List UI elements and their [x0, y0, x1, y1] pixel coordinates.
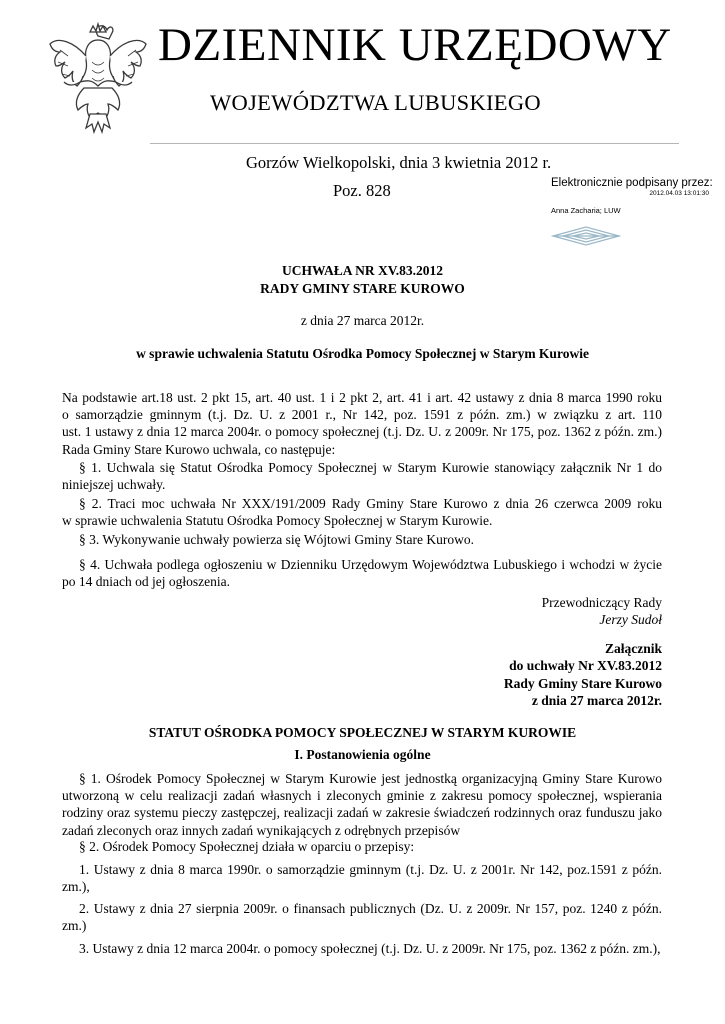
paragraph-4	[62, 556, 662, 590]
text-line: 3. Ustawy z dnia 12 marca 2004r. o pomocy społecznej (t.j. Dz. U. z 2009r. Nr 175, poz. 1362 z późn. zm.),	[79, 941, 661, 956]
paragraph-1	[62, 459, 662, 493]
paragraph-2	[62, 495, 662, 529]
text-line: 2. Ustawy z dnia 27 sierpnia 2009r. o finansach publicznych (Dz. U. z 2009r. Nr 157, poz. 1240 z późn.	[79, 901, 662, 916]
header-divider	[150, 143, 679, 144]
resolution-subject: w sprawie uchwalenia Statutu Ośrodka Pomocy Społecznej w Starym Kurowie	[136, 346, 589, 361]
statute-paragraph-2	[62, 838, 662, 855]
text-line: zadań zleconych oraz innych zadań wynikających z odrębnych przepisów	[62, 822, 461, 838]
paragraph-3	[62, 531, 662, 548]
annex-reference: do uchwały Nr XV.83.2012	[509, 658, 662, 674]
annex-council: Rady Gminy Stare Kurowo	[503, 675, 662, 691]
legal-basis-item-1	[62, 861, 662, 895]
text-line: § 1. Ośrodek Pomocy Społecznej w Starym Kurowie jest jednostką organizacyjną Gminy Stare Kurowo	[79, 771, 662, 786]
text-line: o samorządzie gminnym (t.j. Dz. U. z 2001 r., Nr 142, poz. 1591 z późn. zm.) w związku z art. 110	[62, 407, 662, 423]
text-line: § 1. Uchwala się Statut Ośrodka Pomocy Społecznej w Starym Kurowie stanowiący załącznik Nr 1 do	[79, 460, 662, 475]
chair-title: Przewodniczący Rady	[541, 595, 662, 610]
text-line: § 4. Uchwała podlega ogłoszeniu w Dzienniku Urzędowym Województwa Lubuskiego i wchodzi w życie	[79, 557, 662, 572]
position-number: Poz. 828	[333, 181, 391, 200]
text-line: utworzoną w celu realizacji zadań własnych i zleconych gminie z zakresu pomocy społecznej, wspierania	[62, 788, 662, 804]
resolution-council: RADY GMINY STARE KUROWO	[260, 281, 465, 296]
statute-title: STATUT OŚRODKA POMOCY SPOŁECZNEJ W STARYM KUROWIE	[148, 725, 577, 740]
text-line: § 2. Ośrodek Pomocy Społecznej działa w oparciu o przepisy:	[79, 839, 415, 854]
legal-basis-item-3	[62, 940, 662, 957]
annex-header	[504, 640, 662, 710]
resolution-number: UCHWAŁA NR XV.83.2012	[281, 263, 444, 278]
journal-subtitle: WOJEWÓDZTWA LUBUSKIEGO	[210, 90, 541, 115]
text-line: Rada Gminy Stare Kurowo uchwala, co następuje:	[62, 441, 336, 457]
signature-signer: Anna Zacharia; LUW	[551, 206, 621, 215]
signature-timestamp: 2012.04.03 13:01:30	[649, 190, 709, 197]
text-line: ust. 1 ustawy z dnia 12 marca 2004r. o pomocy społecznej (t.j. Dz. U. z 2009r. Nr 175, poz. 1362 z późn. zm.)	[62, 424, 662, 440]
text-line: zm.),	[62, 879, 90, 895]
resolution-date: z dnia 27 marca 2012r.	[300, 313, 425, 328]
section-heading: I. Postanowienia ogólne	[294, 747, 431, 762]
signature-label: Elektronicznie podpisany przez:	[551, 177, 713, 189]
text-line: 1. Ustawy z dnia 8 marca 1990r. o samorządzie gminnym (t.j. Dz. U. z 2001r. Nr 142, poz.1591 z późn.	[79, 862, 662, 877]
annex-title: Załącznik	[604, 641, 662, 656]
electronic-signature-block	[551, 177, 713, 215]
text-line: rodziny oraz systemu pieczy zastępczej, realizacji zadań w zakresie świadczeń rodzinnych oraz funduszu jako	[62, 805, 662, 821]
statute-paragraph-1	[62, 770, 662, 839]
text-line: w sprawie uchwalenia Statutu Ośrodka Pomocy Społecznej w Starym Kurowie.	[62, 513, 493, 529]
text-line: po 14 dniach od jej ogłoszenia.	[62, 574, 230, 590]
annex-date: z dnia 27 marca 2012r.	[531, 693, 662, 709]
text-line: niniejszej uchwały.	[62, 477, 166, 493]
chair-name: Jerzy Sudoł	[599, 612, 662, 628]
polish-eagle-emblem-icon	[46, 22, 150, 140]
text-line: zm.)	[62, 918, 87, 934]
journal-title: DZIENNIK URZĘDOWY	[158, 19, 672, 71]
chair-signature	[542, 594, 662, 629]
preamble-paragraph	[62, 389, 662, 458]
text-line: § 3. Wykonywanie uchwały powierza się Wójtowi Gminy Stare Kurowo.	[79, 532, 474, 547]
text-line: Na podstawie art.18 ust. 2 pkt 15, art. 40 ust. 1 i 2 pkt 2, art. 41 i art. 42 ustawy z dnia 8 marca 1990 roku	[62, 390, 662, 405]
text-line: § 2. Traci moc uchwała Nr XXX/191/2009 Rady Gminy Stare Kurowo z dnia 26 czerwca 2009 roku	[79, 496, 662, 511]
signature-seal-icon	[551, 225, 621, 247]
place-date: Gorzów Wielkopolski, dnia 3 kwietnia 2012 r.	[246, 153, 552, 172]
legal-basis-item-2	[62, 900, 662, 934]
